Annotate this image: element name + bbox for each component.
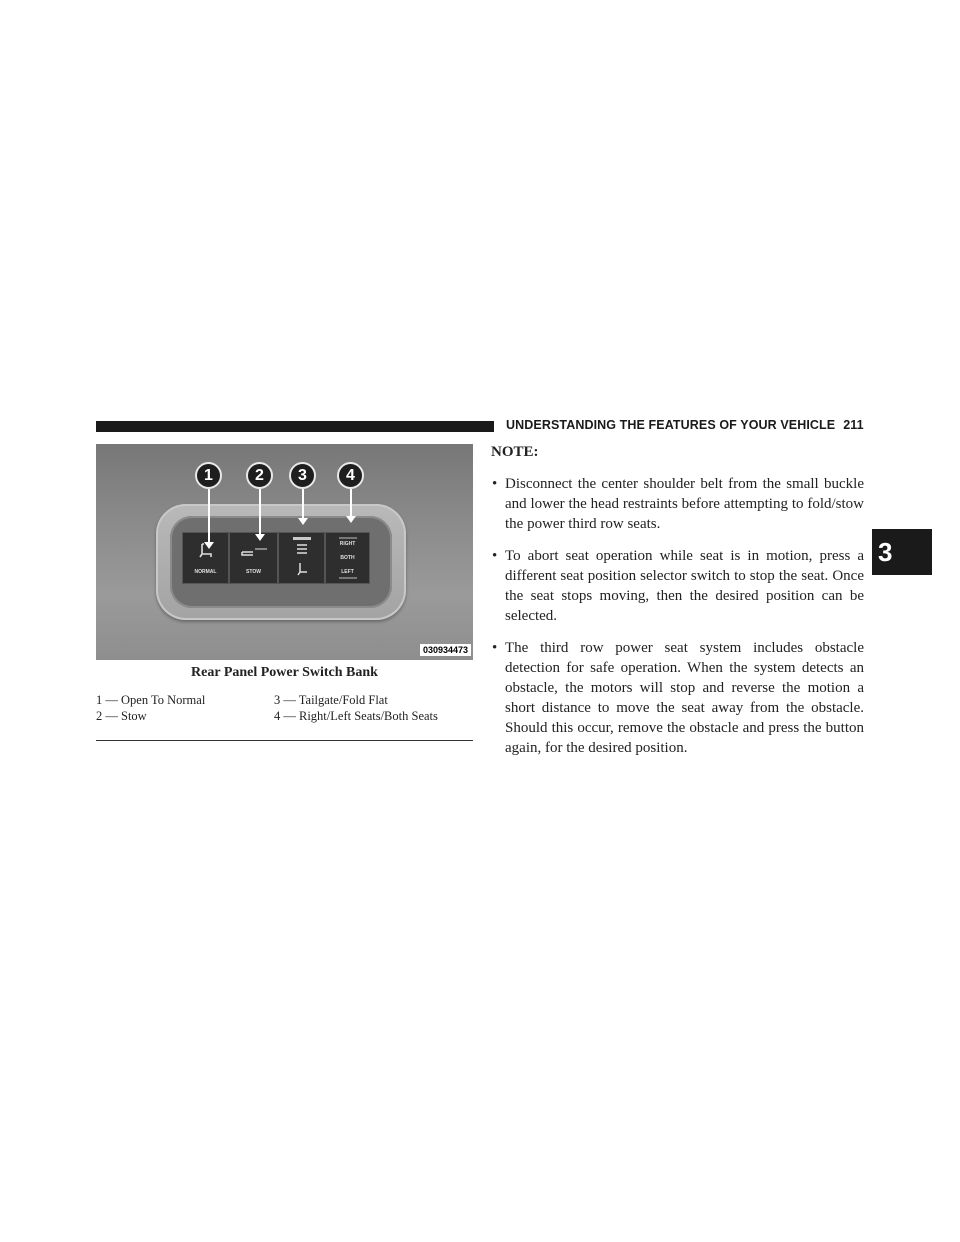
header-rule bbox=[96, 421, 494, 432]
switch-panel bbox=[170, 516, 392, 608]
callout-2-leader bbox=[259, 489, 261, 535]
stow-switch bbox=[229, 532, 278, 584]
section-title: UNDERSTANDING THE FEATURES OF YOUR VEHICLE bbox=[506, 418, 836, 432]
bullet-text: The third row power seat system includes obstacle detection for safe operation. When the system detects an obstacle, the motors will stop and reverse the motion a short distance to move the seat away from the obstacle. Should this occur, remove the obstacle and press the button again, for the desired position. bbox=[505, 640, 864, 756]
fold-flat-icon bbox=[294, 542, 310, 556]
right-label: RIGHT bbox=[339, 541, 356, 547]
tailgate-fold-switch bbox=[278, 532, 325, 584]
switch-panel-bezel bbox=[156, 504, 406, 620]
list-item bbox=[491, 474, 864, 534]
callout-1: 1 bbox=[195, 462, 222, 489]
figure-title: Rear Panel Power Switch Bank bbox=[191, 665, 378, 680]
callout-3-leader bbox=[302, 489, 304, 519]
callout-1-leader bbox=[208, 489, 210, 543]
legend-item: 2 — Stow bbox=[96, 709, 147, 723]
legend-item: 4 — Right/Left Seats/Both Seats bbox=[274, 709, 438, 723]
stow-label: STOW bbox=[246, 569, 261, 575]
running-header bbox=[506, 418, 864, 432]
legend-item: 1 — Open To Normal bbox=[96, 693, 206, 707]
switch-bank-photo bbox=[96, 444, 473, 660]
chapter-tab: 3 bbox=[872, 529, 932, 575]
bullet-text: To abort seat operation while seat is in motion, press a different seat position selector switch to stop the seat. Once the seat stops moving, then the desired position can be selected. bbox=[505, 548, 864, 624]
note-bullet-list bbox=[491, 474, 864, 770]
left-label: LEFT bbox=[341, 569, 354, 575]
bullet-icon: • bbox=[492, 548, 498, 564]
callout-4-leader bbox=[350, 489, 352, 517]
normal-switch bbox=[182, 532, 229, 584]
bullet-icon: • bbox=[492, 640, 498, 656]
list-item bbox=[491, 546, 864, 626]
list-item bbox=[491, 638, 864, 758]
indicator-light bbox=[293, 537, 311, 540]
legend-item: 3 — Tailgate/Fold Flat bbox=[274, 693, 388, 707]
legend-rule bbox=[96, 740, 473, 741]
callout-3: 3 bbox=[289, 462, 316, 489]
seat-stowed-icon bbox=[239, 543, 269, 559]
both-label: BOTH bbox=[340, 555, 355, 561]
callout-4: 4 bbox=[337, 462, 364, 489]
bullet-text: Disconnect the center shoulder belt from the small buckle and lower the head restraints before attempting to fold/stow the power third row seats. bbox=[505, 476, 864, 532]
page-number: 211 bbox=[843, 418, 864, 432]
note-heading: NOTE: bbox=[491, 444, 539, 460]
seat-select-switch bbox=[325, 532, 370, 584]
callout-2: 2 bbox=[246, 462, 273, 489]
bullet-icon: • bbox=[492, 476, 498, 492]
figure-id: 030934473 bbox=[420, 644, 471, 656]
normal-label: NORMAL bbox=[194, 569, 217, 575]
tailgate-seat-icon bbox=[294, 561, 310, 577]
